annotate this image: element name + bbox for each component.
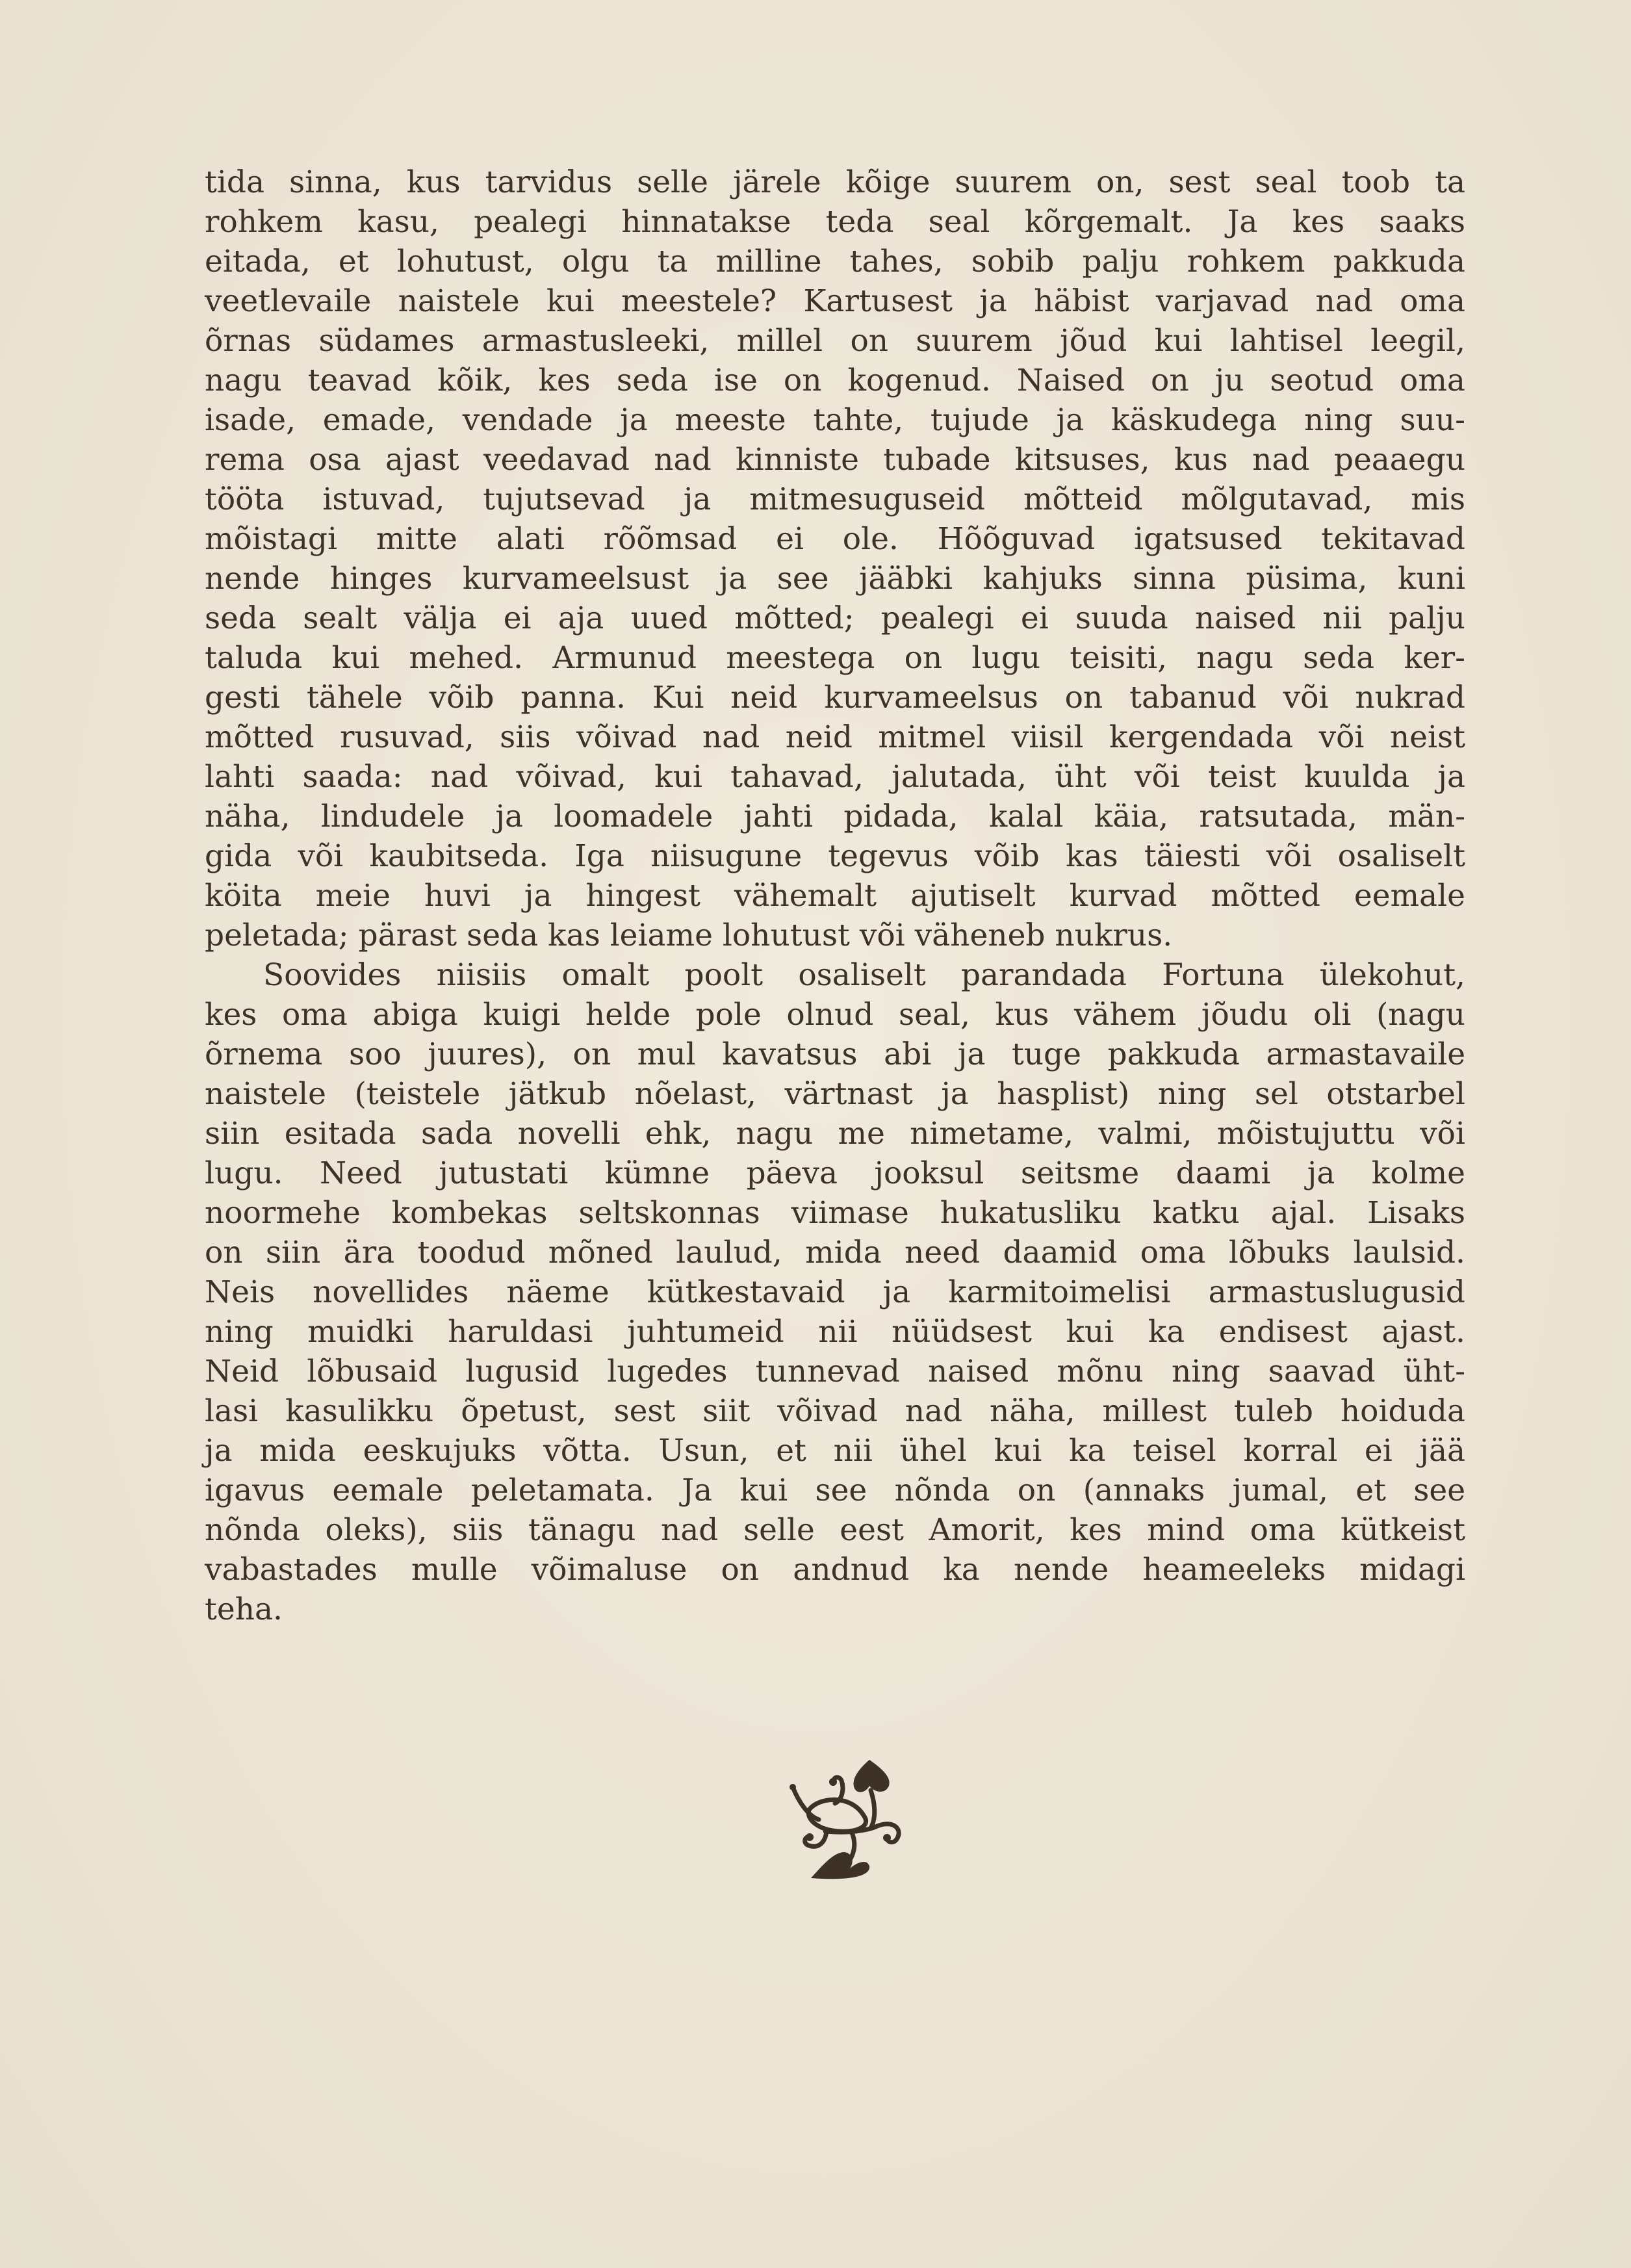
text-line xyxy=(205,281,1465,321)
line-text: ning muidki haruldasi juhtumeid nii nüüdsest kui ka endisest ajast. xyxy=(205,1314,1465,1350)
line-text: nõnda oleks), siis tänagu nad selle eest Amorit, kes mind oma kütkeist xyxy=(205,1512,1466,1548)
text-line xyxy=(205,1193,1465,1233)
paragraph-end-line xyxy=(205,916,1465,955)
text-line xyxy=(205,480,1465,519)
text-line xyxy=(205,519,1465,559)
line-text: õrnema soo juures), on mul kavatsus abi ja tuge pakkuda armastavaile xyxy=(205,1037,1466,1072)
line-text: gida või kaubitseda. Iga niisugune tegevus võib kas täiesti või osaliselt xyxy=(205,838,1465,874)
line-text: rema osa ajast veedavad nad kinniste tubade kitsuses, kus nad peaaegu xyxy=(205,442,1465,478)
text-line xyxy=(205,1510,1465,1550)
body-text xyxy=(205,162,1465,1629)
line-text: nende hinges kurvameelsust ja see jääbki kahjuks sinna püsima, kuni xyxy=(205,561,1465,597)
text-line xyxy=(205,1233,1465,1272)
line-text: nagu teavad kõik, kes seda ise on kogenud. Naised on ju seotud oma xyxy=(205,363,1465,398)
text-line xyxy=(205,1471,1465,1510)
text-line xyxy=(205,1312,1465,1352)
line-text: köita meie huvi ja hingest vähemalt ajutiselt kurvad mõtted eemale xyxy=(205,878,1465,914)
line-text: tida sinna, kus tarvidus selle järele kõige suurem on, sest seal toob ta xyxy=(205,164,1466,200)
line-text: vabastades mulle võimaluse on andnud ka nende heameeleks midagi xyxy=(205,1552,1466,1588)
line-text: peletada; pärast seda kas leiame lohutust või väheneb nukrus. xyxy=(205,918,1173,953)
text-line xyxy=(205,678,1465,717)
line-text: lugu. Need jutustati kümne päeva jooksul seitsme daami ja kolme xyxy=(205,1155,1465,1191)
line-text: tööta istuvad, tujutsevad ja mitmesuguseid mõtteid mõlgutavad, mis xyxy=(205,482,1466,517)
line-text: lasi kasulikku õpetust, sest siit võivad nad näha, millest tuleb hoiduda xyxy=(205,1393,1465,1429)
line-text: Soovides niisiis omalt poolt osaliselt parandada Fortuna ülekohut, xyxy=(263,957,1465,993)
line-text: rohkem kasu, pealegi hinnatakse teda seal kõrgemalt. Ja kes saaks xyxy=(205,204,1466,240)
text-line xyxy=(205,757,1465,797)
text-line xyxy=(205,1074,1465,1114)
text-line xyxy=(205,242,1465,281)
line-text: eitada, et lohutust, olgu ta milline tahes, sobib palju rohkem pakkuda xyxy=(205,244,1466,279)
line-text: siin esitada sada novelli ehk, nagu me nimetame, valmi, mõistujuttu või xyxy=(205,1116,1465,1152)
text-line xyxy=(205,162,1465,202)
text-line xyxy=(205,361,1465,400)
text-line xyxy=(205,797,1465,836)
text-line xyxy=(205,876,1465,916)
line-text: Neid lõbusaid lugusid lugedes tunnevad naised mõnu ning saavad üht- xyxy=(205,1354,1465,1389)
text-line xyxy=(205,995,1465,1035)
line-text: näha, lindudele ja loomadele jahti pidada, kalal käia, ratsutada, män- xyxy=(205,799,1465,834)
text-line xyxy=(205,400,1465,440)
line-text: on siin ära toodud mõned laulud, mida need daamid oma lõbuks laulsid. xyxy=(205,1235,1465,1270)
line-text: teha. xyxy=(205,1591,283,1627)
text-line xyxy=(205,1550,1465,1590)
text-line xyxy=(205,1431,1465,1471)
line-text: naistele (teistele jätkub nõelast, värtnast ja hasplist) ning sel otstarbel xyxy=(205,1076,1465,1112)
text-line xyxy=(205,836,1465,876)
line-text: igavus eemale peletamata. Ja kui see nõnda on (annaks jumal, et see xyxy=(205,1473,1466,1508)
line-text: kes oma abiga kuigi helde pole olnud seal, kus vähem jõudu oli (nagu xyxy=(205,997,1465,1033)
leaf-vine-fleuron-icon xyxy=(780,1755,910,1891)
text-line xyxy=(205,202,1465,242)
text-line xyxy=(205,1391,1465,1431)
text-line xyxy=(205,1153,1465,1193)
paragraph-start-line xyxy=(205,955,1465,995)
line-text: mõtted rusuvad, siis võivad nad neid mitmel viisil kergendada või neist xyxy=(205,719,1466,755)
paragraph-end-line xyxy=(205,1590,1465,1629)
line-text: Neis novellides näeme kütkestavaid ja karmitoimelisi armastuslugusid xyxy=(205,1274,1465,1310)
line-text: taluda kui mehed. Armunud meestega on lugu teisiti, nagu seda ker- xyxy=(205,640,1465,676)
line-text: gesti tähele võib panna. Kui neid kurvameelsus on tabanud või nukrad xyxy=(205,680,1465,715)
line-text: isade, emade, vendade ja meeste tahte, tujude ja käskudega ning suu- xyxy=(205,402,1466,438)
line-text: veetlevaile naistele kui meestele? Kartusest ja häbist varjavad nad oma xyxy=(205,283,1465,319)
text-line xyxy=(205,1272,1465,1312)
line-text: noormehe kombekas seltskonnas viimase hukatusliku katku ajal. Lisaks xyxy=(205,1195,1466,1231)
text-line xyxy=(205,717,1465,757)
line-text: mõistagi mitte alati rõõmsad ei ole. Hõõguvad igatsused tekitavad xyxy=(205,521,1465,557)
line-text: õrnas südames armastusleeki, millel on suurem jõud kui lahtisel leegil, xyxy=(205,323,1466,359)
text-line xyxy=(205,1035,1465,1074)
line-text: lahti saada: nad võivad, kui tahavad, jalutada, üht või teist kuulda ja xyxy=(205,759,1465,795)
text-line xyxy=(205,1114,1465,1153)
text-line xyxy=(205,1352,1465,1391)
text-line xyxy=(205,440,1465,480)
line-text: ja mida eeskujuks võtta. Usun, et nii ühel kui ka teisel korral ei jää xyxy=(205,1433,1465,1469)
line-text: seda sealt välja ei aja uued mõtted; pealegi ei suuda naised nii palju xyxy=(205,600,1465,636)
text-line xyxy=(205,559,1465,599)
text-line xyxy=(205,599,1465,638)
text-line xyxy=(205,321,1465,361)
text-line xyxy=(205,638,1465,678)
